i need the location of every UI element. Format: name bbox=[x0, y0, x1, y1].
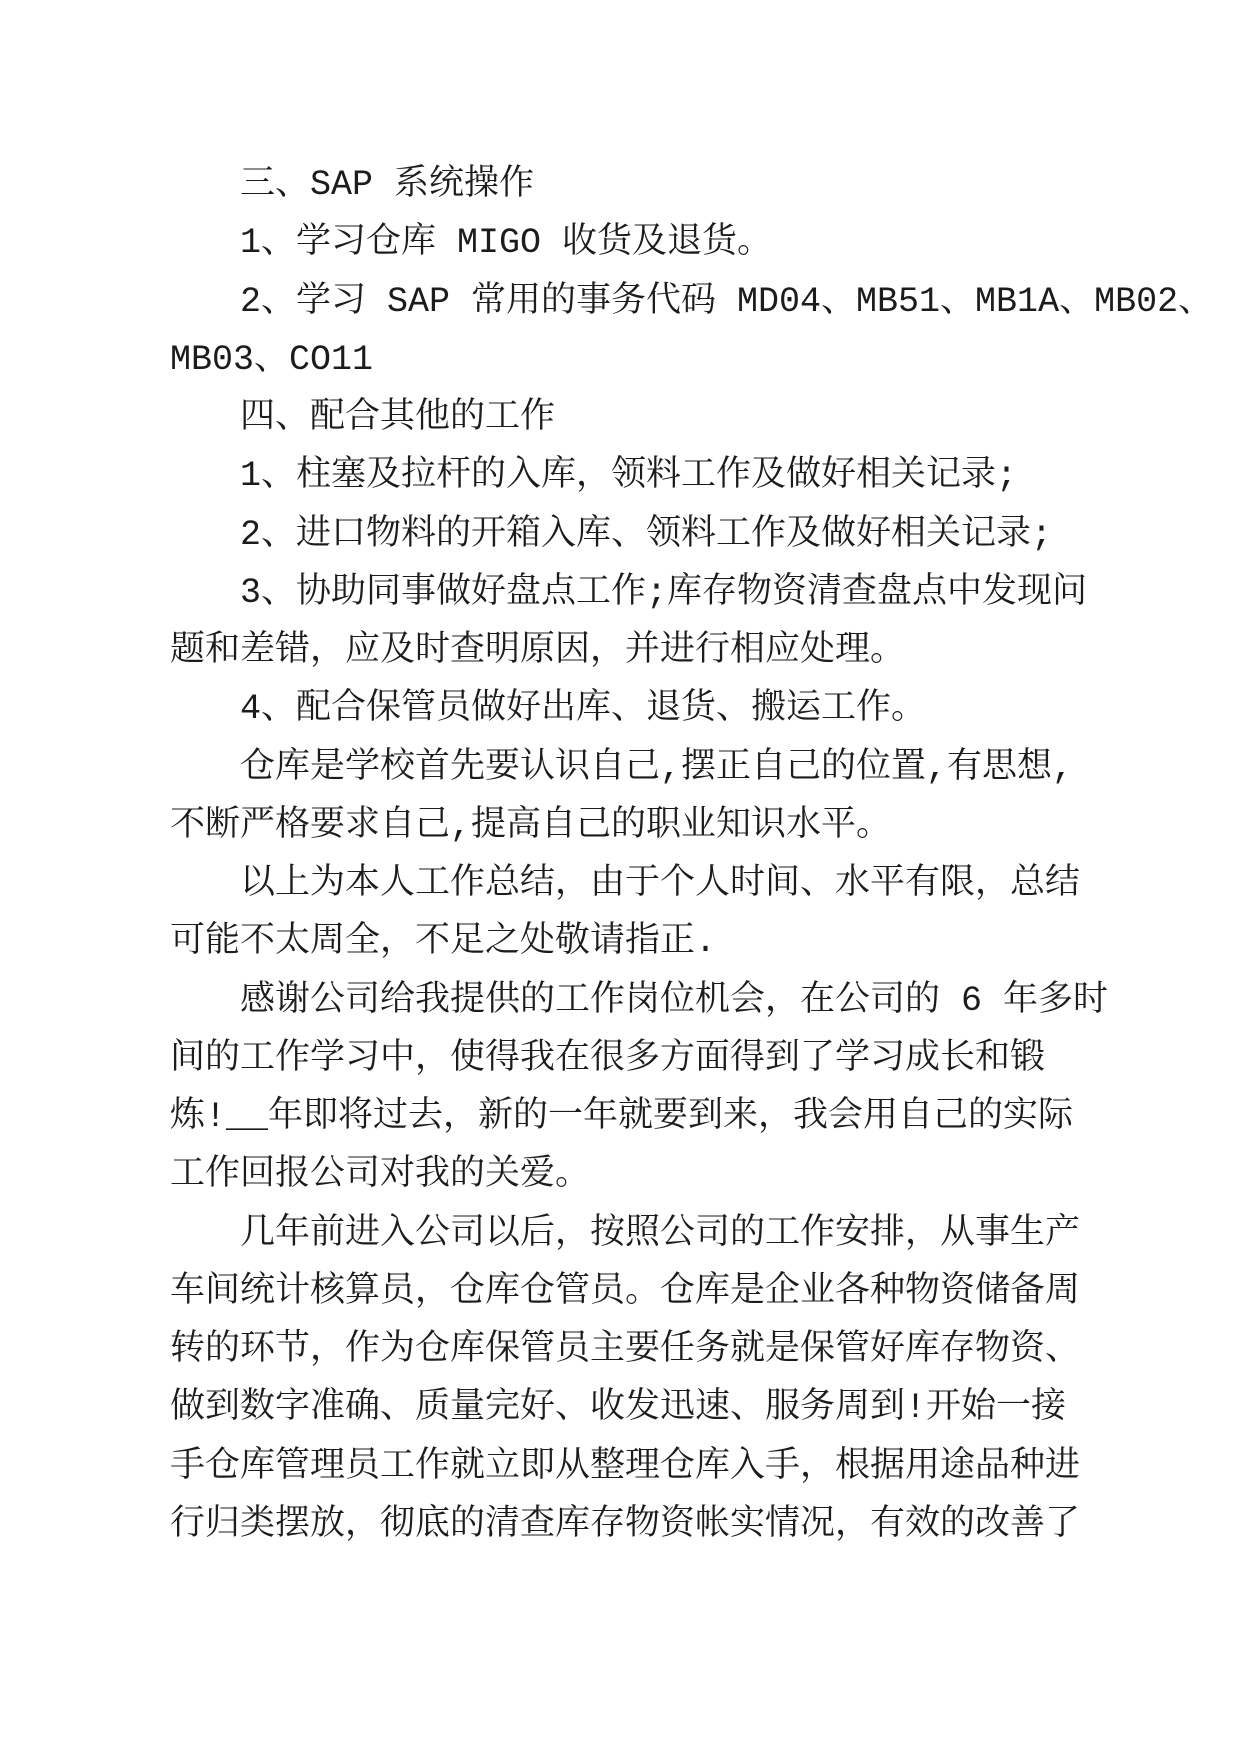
text-line: 感谢公司给我提供的工作岗位机会，在公司的 6 年多时 bbox=[240, 980, 1109, 1021]
text-line: 车间统计核算员，仓库仓管员。仓库是企业各种物资储备周 bbox=[170, 1271, 1081, 1312]
text-line: 1、柱塞及拉杆的入库，领料工作及做好相关记录; bbox=[240, 456, 1018, 497]
text-line: 间的工作学习中，使得我在很多方面得到了学习成长和锻 bbox=[170, 1038, 1046, 1079]
text-line: 手仓库管理员工作就立即从整理仓库入手，根据用途品种进 bbox=[170, 1446, 1081, 1487]
section-heading-other-work bbox=[170, 389, 1201, 447]
list-item-shipping-returns bbox=[170, 680, 1201, 738]
list-item-inventory-count bbox=[170, 564, 1201, 681]
list-item-imported-materials bbox=[170, 506, 1201, 564]
paragraph-self-awareness bbox=[170, 739, 1201, 856]
text-line: 仓库是学校首先要认识自己,摆正自己的位置,有思想, bbox=[240, 747, 1074, 788]
text-line: 3、协助同事做好盘点工作;库存物资清查盘点中发现问 bbox=[240, 572, 1088, 613]
text-line: 1、学习仓库 MIGO 收货及退货。 bbox=[240, 223, 773, 264]
section-heading-sap-operations bbox=[170, 156, 1201, 214]
paragraph-summary bbox=[170, 855, 1201, 972]
text-line: 炼!__年即将过去，新的一年就要到来，我会用自己的实际 bbox=[170, 1097, 1074, 1137]
list-item-migo bbox=[170, 214, 1201, 272]
text-line: 工作回报公司对我的关爱。 bbox=[170, 1155, 591, 1196]
text-line: 不断严格要求自己,提高自己的职业知识水平。 bbox=[170, 805, 892, 846]
text-line: MB03、CO11 bbox=[170, 339, 374, 380]
text-line: 可能不太周全，不足之处敬请指正. bbox=[170, 922, 717, 963]
text-line: 四、配合其他的工作 bbox=[240, 398, 556, 438]
text-line: 2、进口物料的开箱入库、领料工作及做好相关记录; bbox=[240, 514, 1053, 555]
text-line: 行归类摆放，彻底的清查库存物资帐实情况，有效的改善了 bbox=[170, 1504, 1081, 1545]
list-item-transaction-codes bbox=[170, 273, 1214, 390]
text-line: 做到数字准确、质量完好、收发迅速、服务周到!开始一接 bbox=[170, 1388, 1067, 1429]
text-line: 4、配合保管员做好出库、退货、搬运工作。 bbox=[240, 689, 927, 730]
text-line: 以上为本人工作总结，由于个人时间、水平有限，总结 bbox=[240, 864, 1081, 904]
text-line: 题和差错，应及时查明原因，并进行相应处理。 bbox=[170, 631, 906, 671]
text-line: 三、SAP 系统操作 bbox=[240, 165, 535, 205]
text-line: 转的环节，作为仓库保管员主要任务就是保管好库存物资、 bbox=[170, 1330, 1081, 1370]
paragraph-gratitude bbox=[170, 972, 1201, 1205]
list-item-plunger-rod bbox=[170, 447, 1201, 505]
paragraph-career-history bbox=[170, 1205, 1201, 1555]
text-line: 2、学习 SAP 常用的事务代码 MD04、MB51、MB1A、MB02、 bbox=[240, 281, 1214, 322]
text-line: 几年前进入公司以后，按照公司的工作安排，从事生产 bbox=[240, 1213, 1081, 1254]
